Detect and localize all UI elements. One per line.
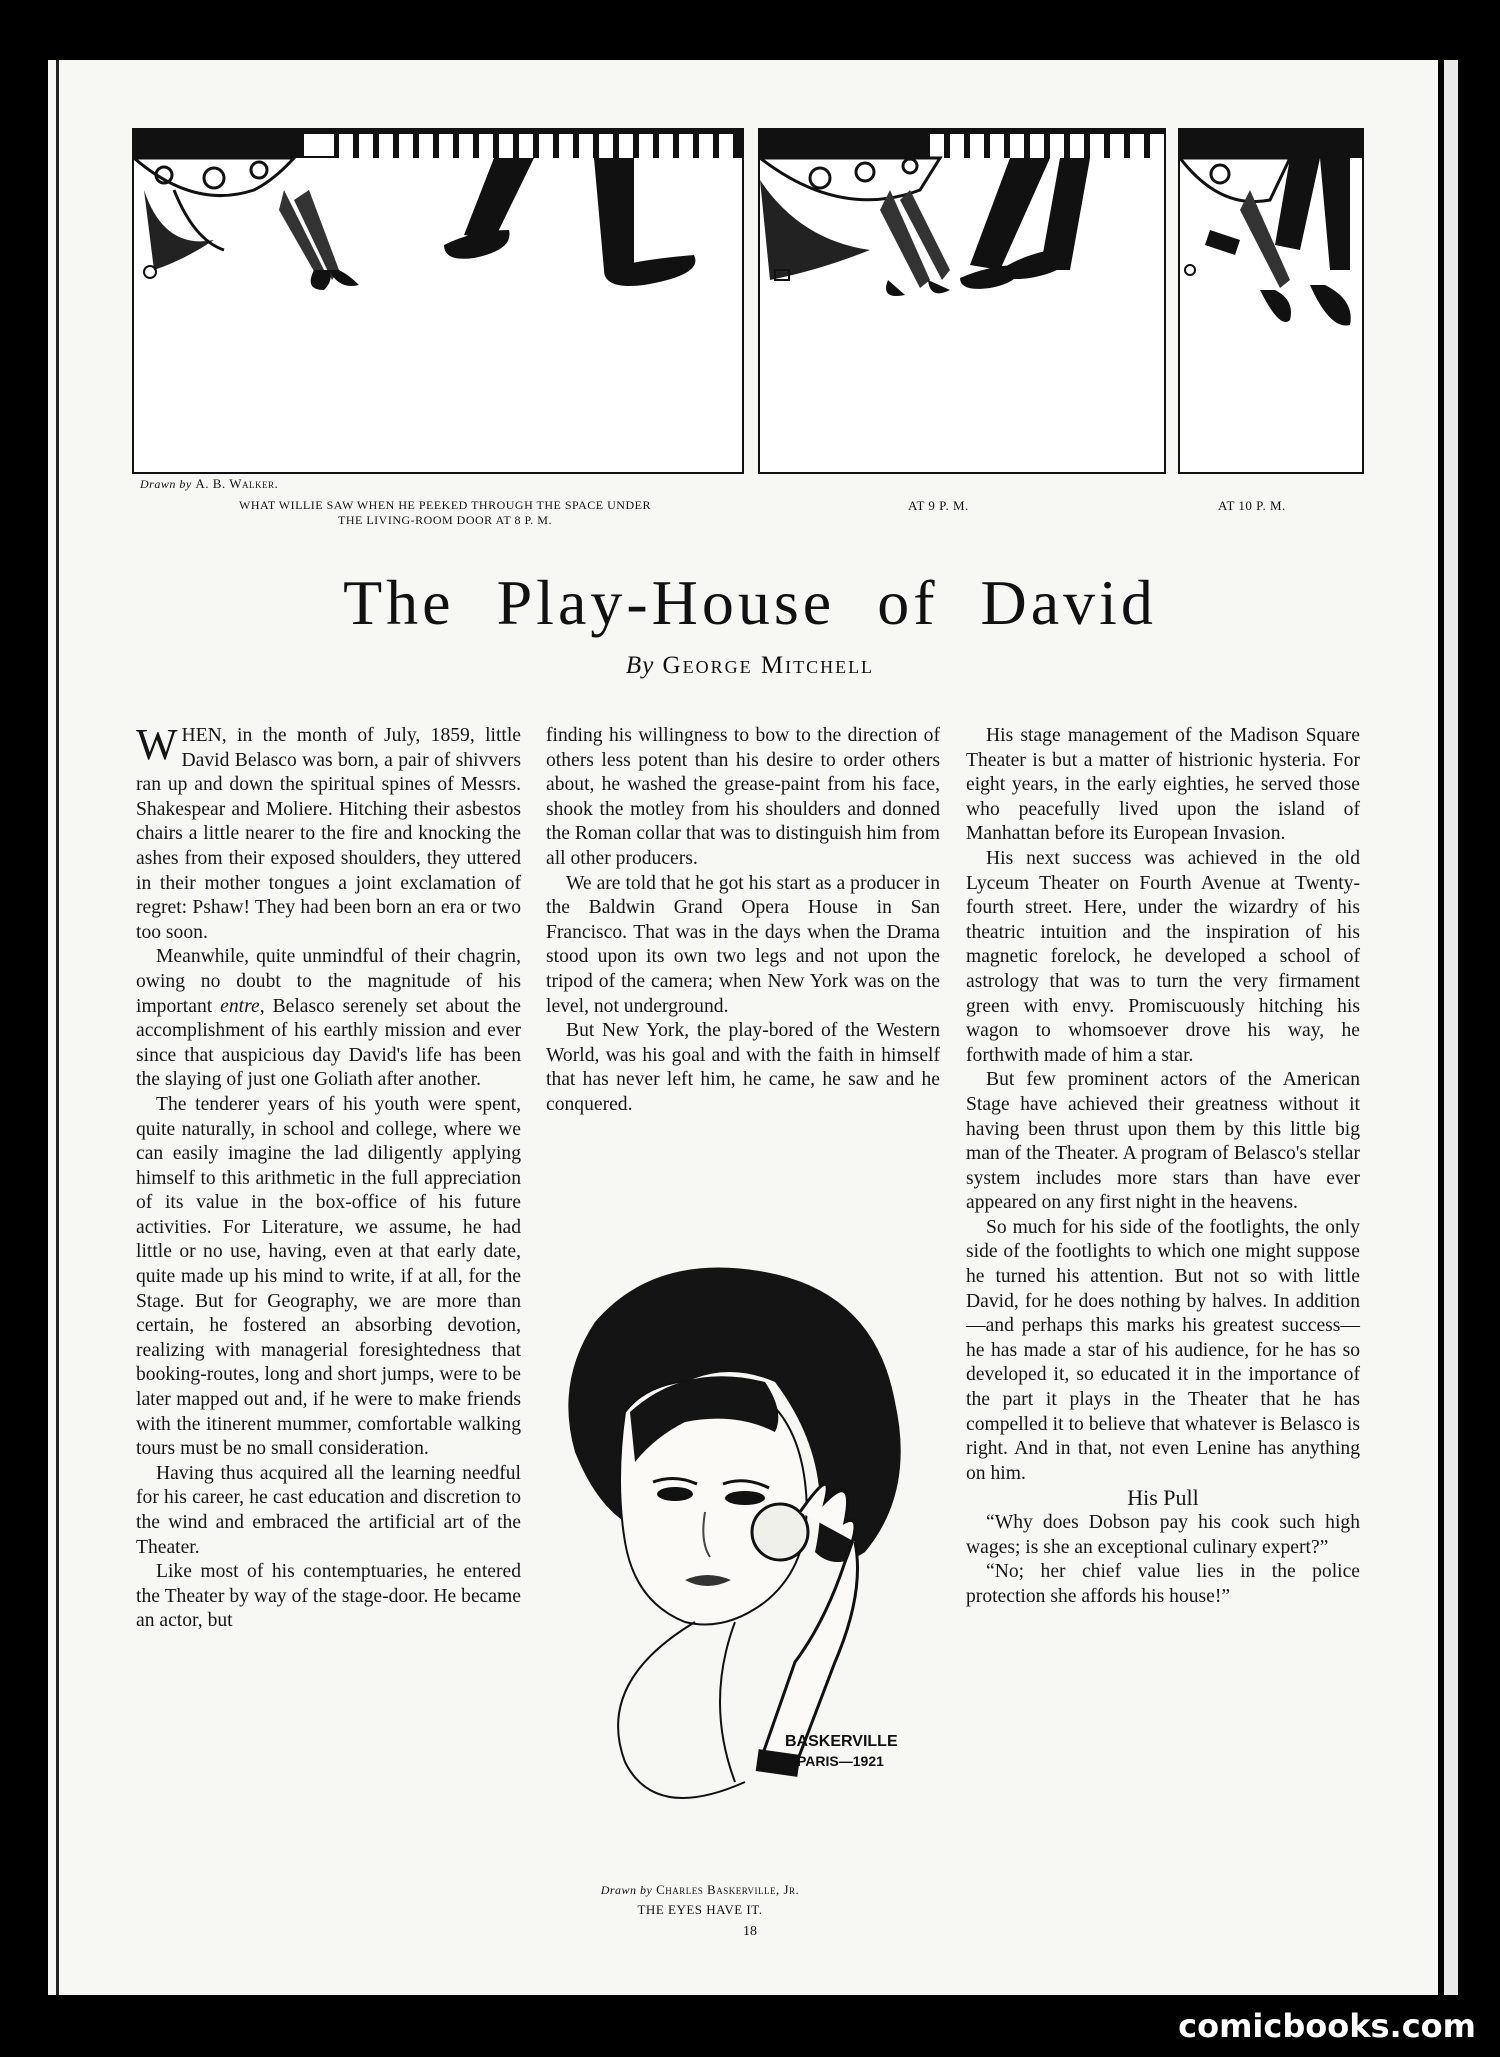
portrait-credit (530, 1880, 870, 1900)
article-column-1 (136, 720, 521, 1634)
site-watermark: comicbooks.com (1178, 2007, 1476, 2045)
col2-paragraph-3: But New York, the play-bored of the Western World, was his goal and with the faith in himself that has never left him, he came, he saw and he conquered. (546, 1020, 940, 1115)
facing-page-edge (1444, 60, 1458, 1995)
col3-paragraph-4: So much for his side of the footlights, the only side of the footlights to which one might suppose he turned his attention. But not so with little David, for he does nothing by halves. In addition—and perhaps this marks his greatest success—he has made a star of his audience, for he has so developed it, so educated it in the importance of the part it plays in the Theater that he has compelled it to believe that whatever is Belasco is right. And in that, not even Lenine has anything on him. (966, 1216, 1360, 1484)
comic-caption-10pm: AT 10 P. M. (1218, 498, 1286, 513)
article-title: The Play-House of David (343, 567, 1157, 638)
article-byline (0, 652, 1500, 680)
drop-cap: W (136, 720, 178, 769)
col1-paragraph-2-em: entre (220, 995, 260, 1017)
page-number: 18 (743, 1924, 757, 1939)
comic-panel-10pm-drawing (1180, 130, 1362, 472)
col1-paragraph-2-a: Meanwhile, quite unmindful of their chagrin, owing no doubt to the magnitude of his important (136, 946, 521, 1017)
comic-caption-8pm-line1: WHAT WILLIE SAW WHEN HE PEEKED THROUGH THE SPACE UNDER (239, 498, 651, 512)
comic-panel-8pm-drawing (134, 130, 742, 472)
comic-credit (140, 476, 278, 492)
article-column-3 (966, 724, 1360, 1609)
comic-panel-9pm (758, 128, 1166, 474)
col3-subhead: His Pull (1127, 1485, 1199, 1511)
col3-paragraph-5: “Why does Dobson pay his cook such high wages; is she an exceptional culinary expert?” (966, 1512, 1360, 1558)
col1-paragraph-1-text: HEN, in the month of July, 1859, little David Belasco was born, a pair of shivvers ran up and down the spiritual spines of Messrs. Shakespear and Moliere. Hitching their asbestos chairs a little nearer to the fire and knocking the ashes from their exposed shoulders, they uttered in their mother tongues a joint exclamation of regret: Pshaw! They had been born an era or two too soon. (136, 725, 521, 943)
portrait-signature-line2: PARIS—1921 (797, 1753, 884, 1769)
comic-credit-prefix: Drawn by (140, 477, 192, 491)
portrait-caption (530, 1880, 870, 1920)
col3-paragraph-1: His stage management of the Madison Square Theater is but a matter of histrionic hysteria. For eight years, in the early eighties, he served those who peacefully lived upon the island of Manhattan before its European Invasion. (966, 725, 1360, 845)
byline-author: George Mitchell (662, 652, 875, 679)
comic-panel-9pm-drawing (760, 130, 1164, 472)
comic-caption-8pm (145, 498, 745, 528)
binding-gutter (56, 60, 59, 1995)
comic-panel-10pm (1178, 128, 1364, 474)
col1-paragraph-3: The tenderer years of his youth were spent, quite naturally, in school and college, where we can easily imagine the lad diligently applying himself to this arithmetic in the full appreciation of its value in the box-office of his future activities. For Literature, we assume, he had little or no use, having, even at that early date, quite made up his mind to write, if at all, for the Stage. But for Geography, we are more than certain, he fostered an absorbing devotion, realizing with managerial foresightedness that booking-routes, long and short jumps, were to be later mapped out and, if he were to make friends with the itinerent mummer, comfortable walking tours must be no small consideration. (136, 1093, 521, 1460)
col2-paragraph-1: finding his willingness to bow to the direction of others less potent than his desire to order others about, he washed the grease-paint from his face, shook the motley from his shoulders and donned the Roman collar that was to distinguish him from all other producers. (546, 725, 940, 869)
comic-credit-name: A. B. Walker. (195, 476, 279, 491)
portrait-signature-line1: BASKERVILLE (785, 1733, 898, 1750)
col1-paragraph-5: Like most of his contemptuaries, he entered the Theater by way of the stage-door. He became an actor, but (136, 1561, 521, 1632)
col1-paragraph-2-b: , Belasco serenely set about the accomplishment of his earthly mission and ever since that auspicious day David's life has been the slaying of just one Goliath after another. (136, 995, 521, 1091)
portrait-illustration (535, 1262, 955, 1822)
col1-paragraph-4: Having thus acquired all the learning needful for his career, he cast education and discretion to the wind and embraced the artificial art of the Theater. (136, 1462, 521, 1558)
col3-paragraph-3: But few prominent actors of the American Stage have achieved their greatness without it having been thrust upon them by this little big man of the Theater. A program of Belasco's stellar system includes more stars than have ever appeared on any first night in the heavens. (966, 1069, 1360, 1214)
col3-paragraph-2: His next success was achieved in the old Lyceum Theater on Fourth Avenue at Twenty-fourth street. Here, under the wizardry of his theatric intuition and the inspiration of his magnetic forelock, he developed a school of astrology that was to turn the very firmament green with envy. Promiscuously hitching his wagon to whomsoever drove his way, he forthwith made of him a star. (966, 847, 1360, 1066)
col1-paragraph-1 (136, 720, 521, 945)
byline-by: By (625, 652, 655, 679)
comic-caption-8pm-line2: THE LIVING-ROOM DOOR AT 8 P. M. (338, 513, 552, 527)
portrait-credit-name: Charles Baskerville, Jr. (656, 1882, 800, 1897)
portrait-credit-prefix: Drawn by (600, 1883, 653, 1897)
comic-caption-9pm: AT 9 P. M. (908, 498, 969, 513)
portrait-caption-text: THE EYES HAVE IT. (637, 1902, 763, 1917)
article-column-2 (546, 724, 940, 1118)
col1-paragraph-2 (136, 945, 521, 1093)
col2-paragraph-2: We are told that he got his start as a producer in the Baldwin Grand Opera House in San Francisco. That was in the days when the Drama stood upon its own two legs and not upon the tripod of the camera; when New York was on the level, not underground. (546, 872, 940, 1017)
col3-paragraph-6: “No; her chief value lies in the police protection she affords his house!” (966, 1561, 1360, 1607)
comic-panel-8pm (132, 128, 744, 474)
